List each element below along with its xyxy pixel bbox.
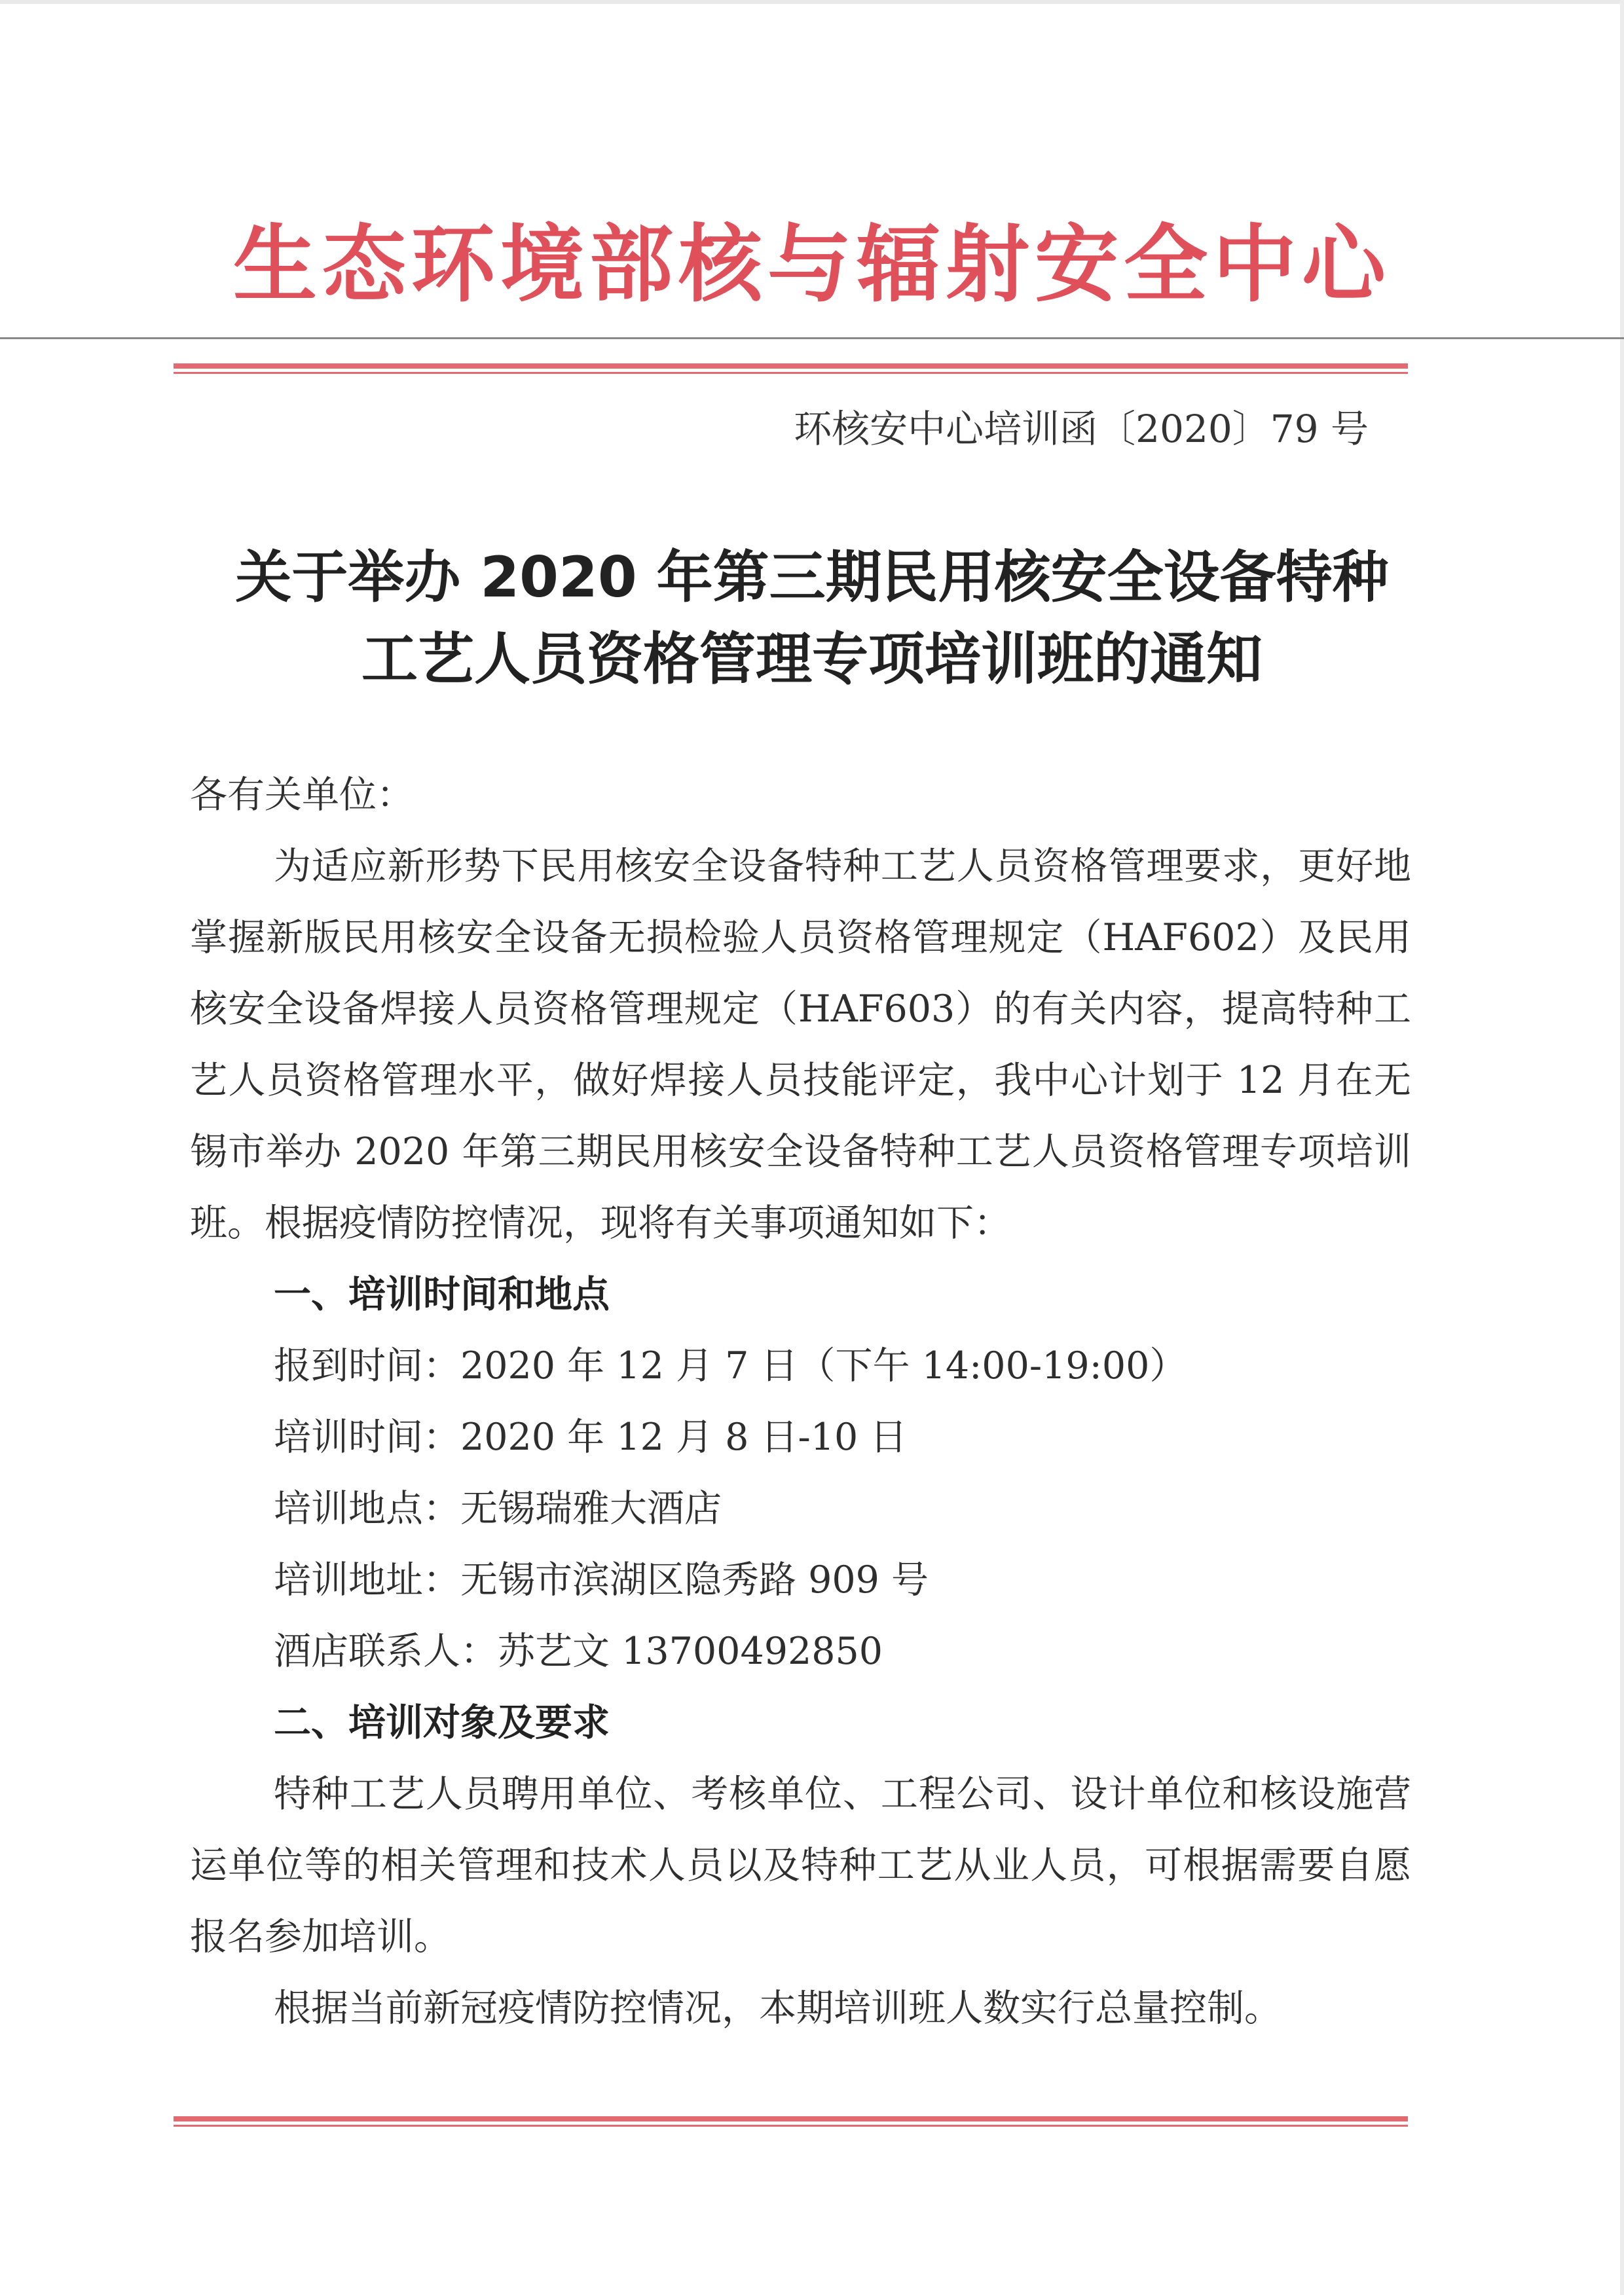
document-number: 环核安中心培训函〔2020〕79 号 <box>794 407 1369 451</box>
intro-paragraph: 为适应新形势下民用核安全设备特种工艺人员资格管理要求，更好地掌握新版民用核安全设备无损检验人员资格管理规定（HAF602）及民用核安全设备焊接人员资格管理规定（HAF603）的有关内容，提高特种工艺人员资格管理水平，做好焊接人员技能评定，我中心计划于 12 月在无锡市举办 2020 年第三期民用核安全设备特种工艺人员资格管理专项培训班。根据疫情防控情况，现将有关事项通知如下： <box>190 845 1411 1245</box>
section2-paragraph1: 特种工艺人员聘用单位、考核单位、工程公司、设计单位和核设施营运单位等的相关管理和技术人员以及特种工艺从业人员，可根据需要自愿报名参加培训。 <box>190 1772 1411 1958</box>
footer-red-rule <box>174 2116 1408 2127</box>
section1-heading: 一、培训时间和地点 <box>274 1273 610 1316</box>
header-gray-rule <box>0 337 1624 339</box>
salutation: 各有关单位： <box>190 773 414 817</box>
document-title-line1: 关于举办 2020 年第三期民用核安全设备特种 <box>235 545 1389 610</box>
hotel-contact: 酒店联系人：苏艺文 13700492850 <box>274 1630 883 1673</box>
training-address: 培训地址：无锡市滨湖区隐秀路 909 号 <box>274 1558 929 1602</box>
section2-paragraph2: 根据当前新冠疫情防控情况，本期培训班人数实行总量控制。 <box>274 1987 1282 2030</box>
scan-edge-top <box>0 0 1624 4</box>
document-title <box>0 537 1624 701</box>
scan-edge-right <box>1620 0 1624 2295</box>
header-red-rule <box>174 363 1408 374</box>
training-venue: 培训地点：无锡瑞雅大酒店 <box>274 1487 722 1530</box>
organization-header: 生态环境部核与辐射安全中心 <box>232 216 1391 314</box>
training-time: 培训时间：2020 年 12 月 8 日-10 日 <box>274 1416 908 1459</box>
section2-heading: 二、培训对象及要求 <box>274 1701 610 1744</box>
document-title-line2: 工艺人员资格管理专项培训班的通知 <box>361 627 1263 692</box>
registration-time: 报到时间：2020 年 12 月 7 日（下午 14:00-19:00） <box>274 1344 1187 1387</box>
document-body <box>190 760 1411 2044</box>
